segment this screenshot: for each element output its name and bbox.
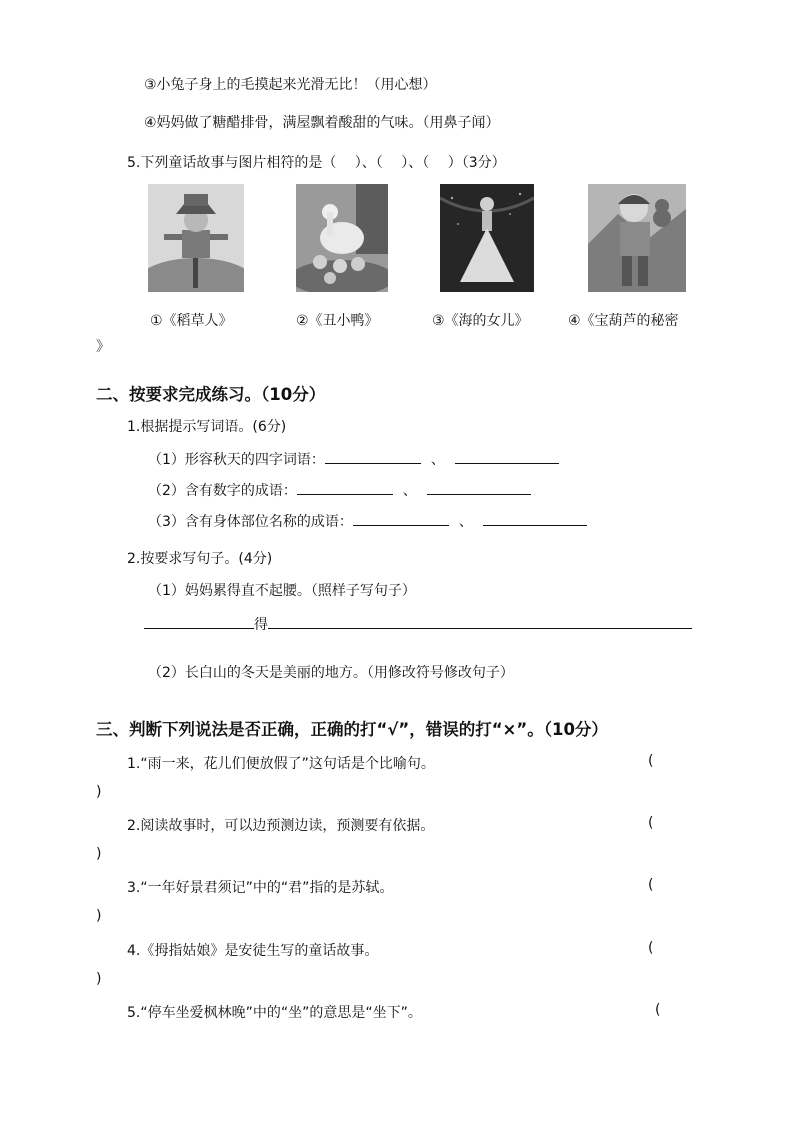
s2-q2-item1: （1）妈妈累得直不起腰。（照样子写句子） (148, 583, 416, 599)
boy-with-gourd-picture (588, 184, 686, 292)
answer-blank[interactable] (144, 614, 254, 629)
s2-q1-title: 1.根据提示写词语。(6分) (127, 419, 287, 435)
answer-blank[interactable] (427, 480, 531, 495)
caption-scarecrow: ①《稻草人》 (150, 313, 233, 329)
exercise-item-3: ③小兔子身上的毛摸起来光滑无比！（用心想） (144, 77, 437, 93)
answer-blank[interactable] (455, 449, 559, 464)
separator: 、 (402, 483, 417, 499)
separator: 、 (458, 514, 473, 530)
ugly-duckling-picture (296, 184, 388, 292)
q5-prompt: 5.下列童话故事与图片相符的是（ ）、（ ）、（ ）（3分） (127, 155, 506, 171)
s2-q1-item2 (148, 480, 531, 500)
mermaid-princess-picture (440, 184, 534, 292)
open-paren[interactable]: ( (648, 815, 654, 831)
s2-q1-item3-text: （3）含有身体部位名称的成语： (148, 514, 353, 530)
judgement-item-5: 5.“停车坐爱枫林晚”中的“坐”的意思是“坐下”。 (127, 1005, 422, 1021)
exercise-item-4: ④妈妈做了糖醋排骨，满屋飘着酸甜的气味。（用鼻子闻） (144, 115, 500, 131)
answer-blank[interactable] (353, 511, 449, 526)
close-paren: ) (96, 971, 102, 987)
answer-blank[interactable] (325, 449, 421, 464)
section2-heading: 二、按要求完成练习。（10分） (96, 385, 326, 404)
de-char: 得 (254, 617, 268, 633)
judgement-item-4: 4.《拇指姑娘》是安徒生写的童话故事。 (127, 943, 379, 959)
close-paren: ) (96, 846, 102, 862)
answer-blank[interactable] (268, 614, 692, 629)
caption-magic-gourd: ④《宝葫芦的秘密 (568, 313, 679, 329)
judgement-item-3: 3.“一年好景君须记”中的“君”指的是苏轼。 (127, 880, 394, 896)
judgement-item-1: 1.“雨一来，花儿们便放假了”这句话是个比喻句。 (127, 756, 435, 772)
s2-q2-answer-line (144, 614, 692, 634)
section3-heading: 三、判断下列说法是否正确，正确的打“√”，错误的打“×”。（10分） (96, 720, 608, 739)
s2-q1-item1 (148, 449, 559, 469)
s2-q1-item3 (148, 511, 587, 531)
open-paren[interactable]: ( (648, 753, 654, 769)
close-paren: ) (96, 784, 102, 800)
s2-q2-item2: （2）长白山的冬天是美丽的地方。（用修改符号修改句子） (148, 665, 514, 681)
caption-wrap: 》 (96, 339, 110, 355)
open-paren[interactable]: ( (648, 940, 654, 956)
open-paren[interactable]: ( (655, 1002, 661, 1018)
open-paren[interactable]: ( (648, 877, 654, 893)
answer-blank[interactable] (297, 480, 393, 495)
s2-q1-item2-text: （2）含有数字的成语： (148, 483, 297, 499)
caption-ugly-duckling: ②《丑小鸭》 (296, 313, 379, 329)
separator: 、 (430, 452, 445, 468)
close-paren: ) (96, 908, 102, 924)
answer-blank[interactable] (483, 511, 587, 526)
s2-q2-title: 2.按要求写句子。(4分) (127, 551, 273, 567)
judgement-item-2: 2.阅读故事时，可以边预测边读，预测要有依据。 (127, 818, 435, 834)
caption-little-mermaid: ③《海的女儿》 (432, 313, 529, 329)
s2-q1-item1-text: （1）形容秋天的四字词语： (148, 452, 325, 468)
scarecrow-picture (148, 184, 244, 292)
